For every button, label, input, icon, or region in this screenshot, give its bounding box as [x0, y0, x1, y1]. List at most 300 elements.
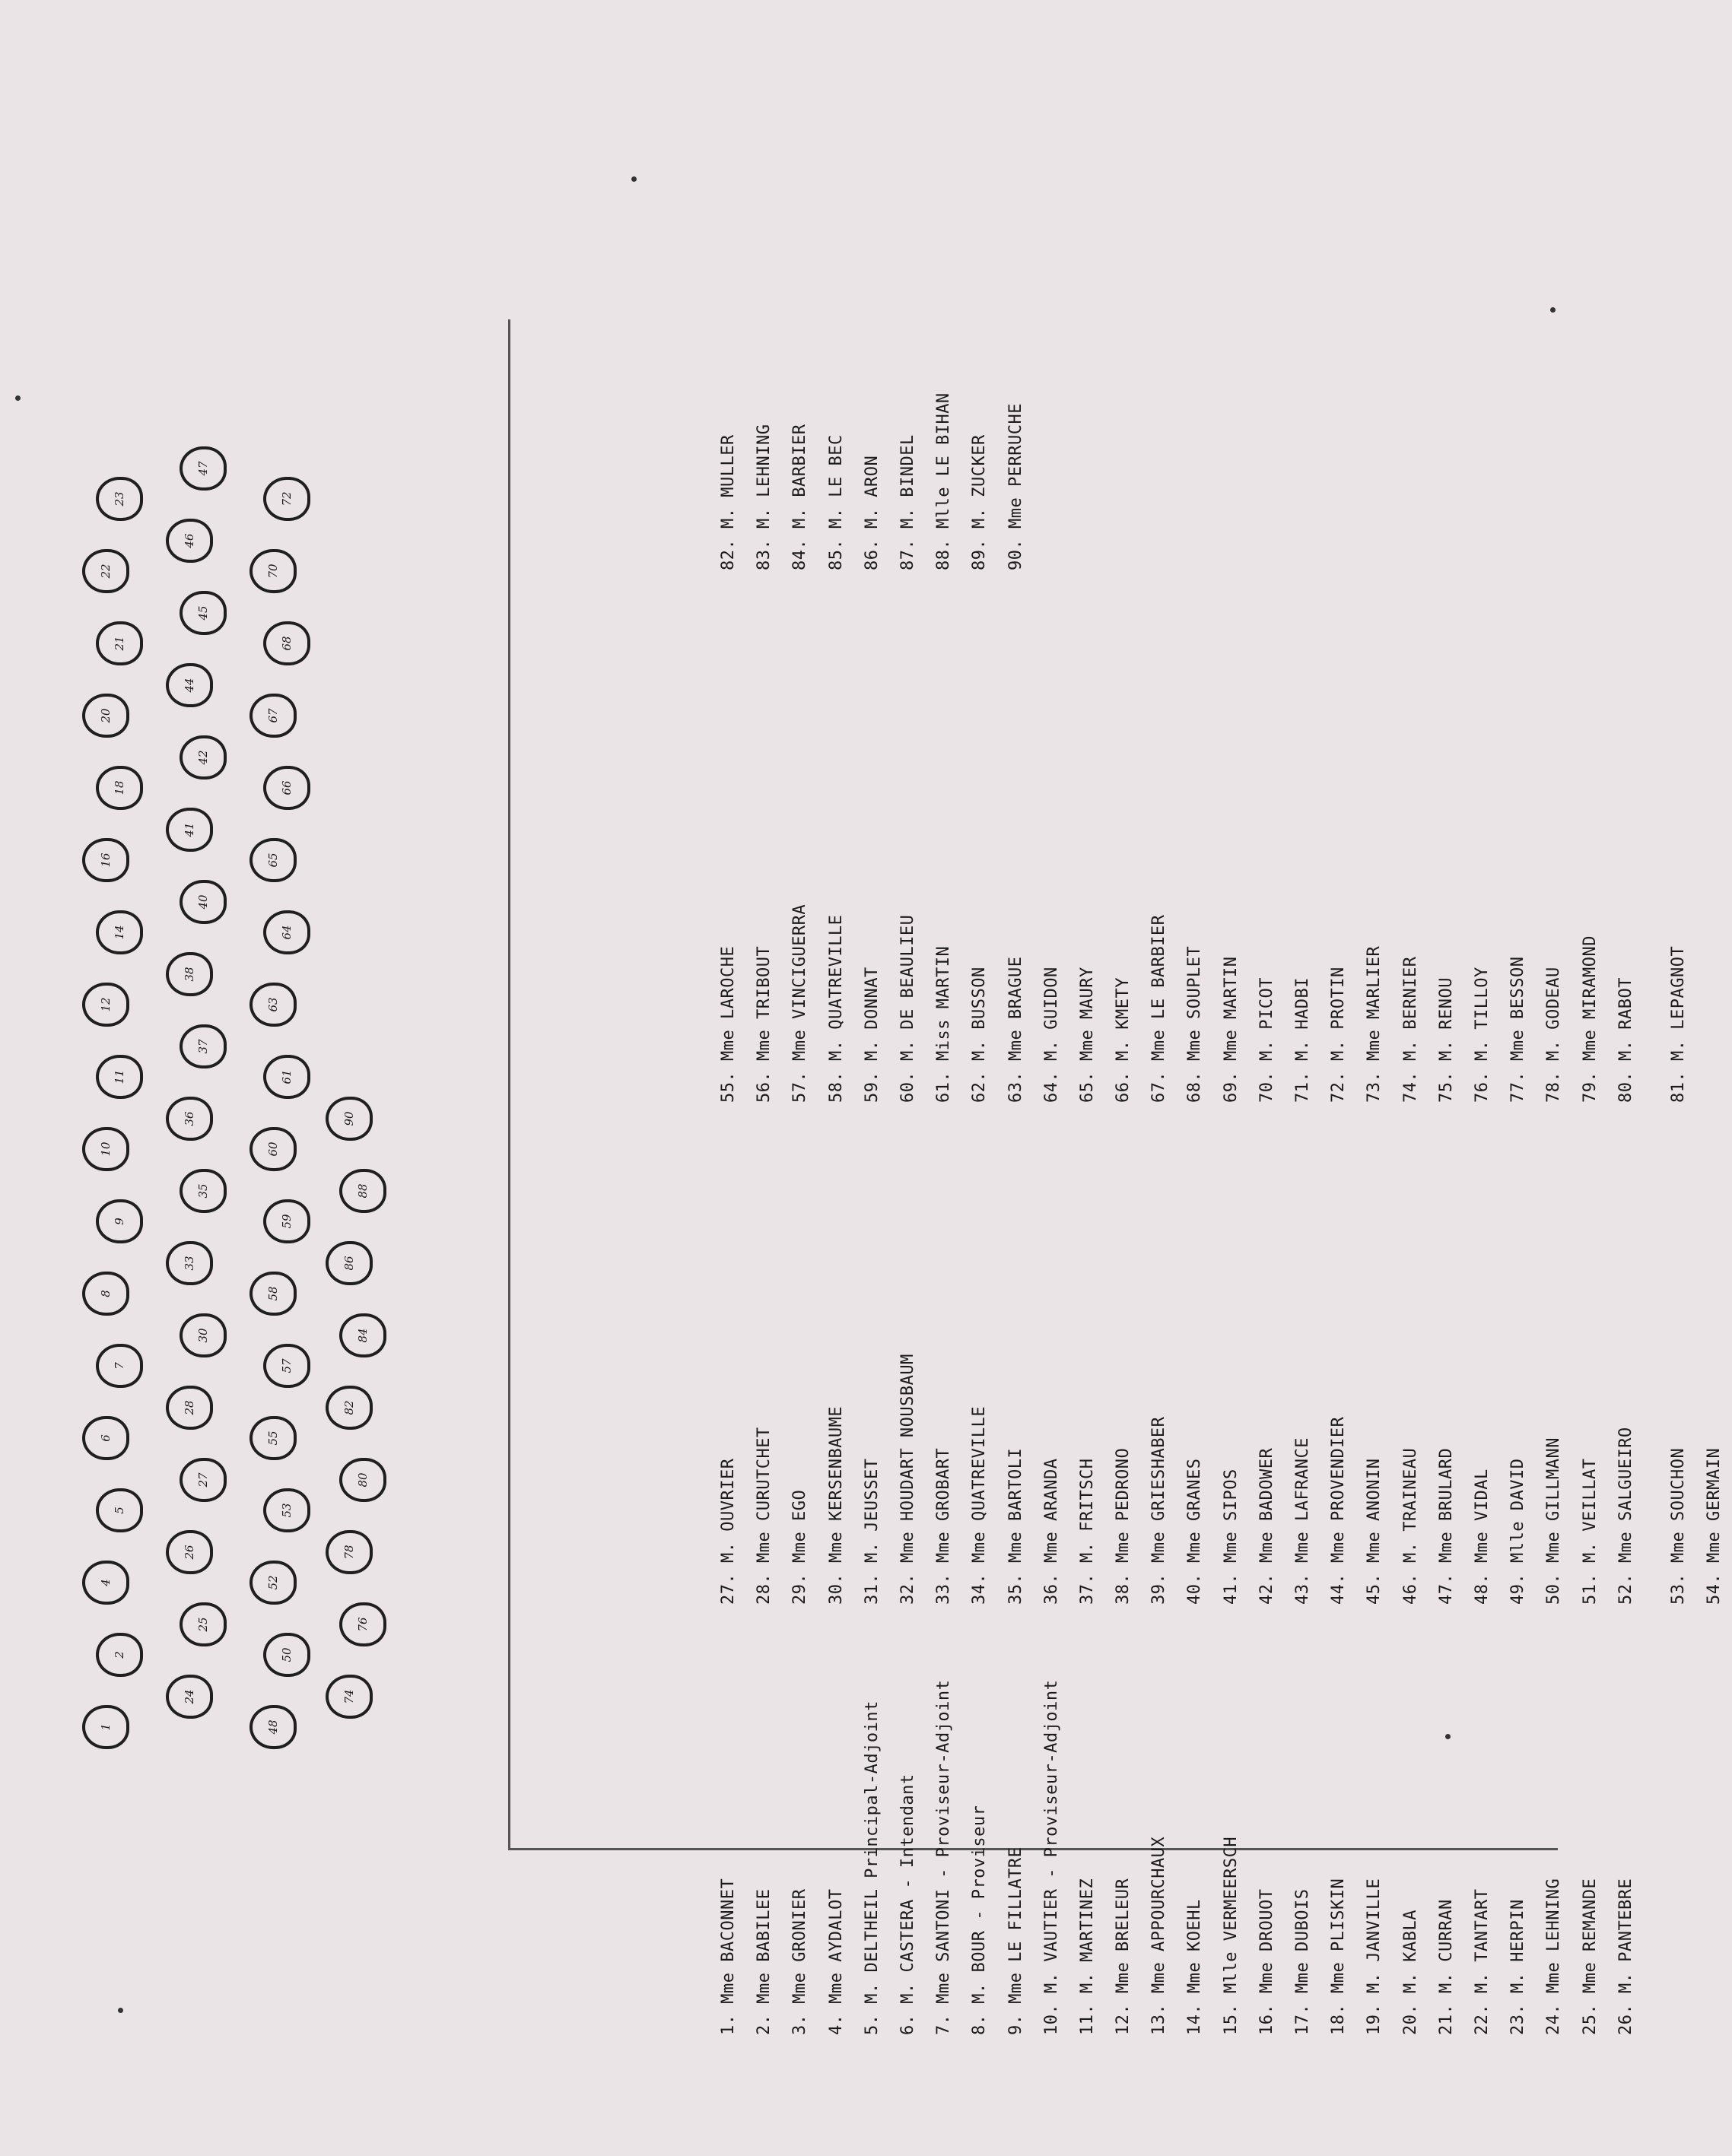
face-number-6: 6 [82, 1416, 129, 1460]
entry-number: 45. [1365, 1573, 1384, 1605]
name-column-3 [710, 570, 1696, 1103]
face-number-68: 68 [263, 621, 310, 665]
face-number-25: 25 [180, 1602, 227, 1646]
face-number-2: 2 [96, 1633, 143, 1677]
name-column-2 [710, 1072, 1732, 1605]
entry-number: 87. [898, 538, 917, 570]
name-list-entry [1608, 1072, 1644, 1605]
name-list-entry [1608, 570, 1644, 1103]
entry-name: Mme EGO [790, 1489, 810, 1573]
name-list-entry [961, 570, 997, 1103]
entry-name: Mme KOEHL [1185, 1899, 1205, 2004]
entry-name: Mme PERRUCHE [1006, 403, 1025, 539]
entry-name: M. BINDEL [898, 434, 917, 539]
name-list-entry [1356, 570, 1392, 1103]
face-number-80: 80 [339, 1458, 386, 1502]
entry-name: Mme MIRAMOND [1580, 935, 1600, 1072]
face-number-48: 48 [249, 1705, 297, 1749]
entry-number: 59. [862, 1071, 882, 1103]
name-list-entry [1572, 1072, 1608, 1605]
entry-name: Mme DROUOT [1257, 1888, 1276, 2004]
entry-number: 62. [970, 1071, 990, 1103]
name-list-entry [998, 570, 1034, 1103]
face-number-16: 16 [82, 838, 129, 882]
entry-name: Mme SOUPLET [1185, 945, 1205, 1072]
entry-number: 58. [826, 1071, 846, 1103]
face-number-74: 74 [326, 1675, 373, 1719]
face-number-1: 1 [82, 1705, 129, 1749]
face-number-18: 18 [96, 766, 143, 810]
entry-number: 30. [826, 1573, 846, 1605]
name-list-entry [1536, 1072, 1572, 1605]
entry-number: 25. [1580, 2003, 1600, 2035]
entry-number: 35. [1006, 1573, 1025, 1605]
name-list-entry [1034, 570, 1069, 1103]
entry-name: Mme TRIBOUT [755, 945, 774, 1072]
entry-number: 55. [719, 1071, 738, 1103]
face-number-23: 23 [96, 477, 143, 521]
entry-name: Mme GERMAIN [1705, 1447, 1724, 1573]
name-list-entry [782, 1072, 818, 1605]
entry-name: Mme LEHNING [1544, 1878, 1564, 2004]
entry-name: M. CASTERA - Intendant [898, 1773, 917, 2015]
entry-number: 14. [1185, 2003, 1205, 2035]
name-list-entry [746, 1072, 782, 1605]
entry-number: 40. [1185, 1573, 1205, 1605]
entry-number: 33. [934, 1573, 954, 1605]
speck [118, 2008, 123, 2013]
name-list-entry [1464, 570, 1500, 1103]
entry-name: Mme BRELEUR [1114, 1878, 1133, 2004]
entry-number: 78. [1544, 1071, 1564, 1103]
entry-name: Mme DUBOIS [1293, 1888, 1312, 2004]
entry-number: 56. [755, 1071, 774, 1103]
name-list-entry [1536, 570, 1572, 1103]
entry-number: 89. [970, 538, 990, 570]
face-number-37: 37 [180, 1024, 227, 1068]
face-number-45: 45 [180, 591, 227, 635]
face-number-57: 57 [263, 1344, 310, 1388]
entry-number: 8. [970, 2014, 990, 2035]
face-number-76: 76 [339, 1602, 386, 1646]
entry-name: M. DELTHEIL Principal-Adjoint [862, 1700, 882, 2015]
face-number-11: 11 [96, 1055, 143, 1099]
name-list-entry [998, 1072, 1034, 1605]
face-number-88: 88 [339, 1169, 386, 1213]
group-portrait-sketch [53, 426, 525, 1749]
face-number-40: 40 [180, 880, 227, 924]
name-list-entry [710, 38, 746, 570]
entry-name: M. LEHNING [755, 424, 774, 539]
face-number-9: 9 [96, 1199, 143, 1243]
entry-name: M. ARON [862, 455, 882, 539]
name-column-4 [710, 38, 1034, 570]
entry-name: M. RENOU [1436, 977, 1456, 1072]
face-number-21: 21 [96, 621, 143, 665]
entry-name: Mme GRIESHABER [1149, 1416, 1169, 1573]
entry-number: 82. [719, 538, 738, 570]
entry-name: M. PICOT [1257, 977, 1276, 1072]
entry-name: Mme LE BARBIER [1149, 914, 1169, 1072]
name-list-entry [1429, 1072, 1464, 1605]
entry-number: 26. [1616, 2003, 1635, 2035]
entry-name: M. DE BEAULIEU [898, 914, 917, 1072]
face-number-66: 66 [263, 766, 310, 810]
entry-number: 28. [755, 1573, 774, 1605]
entry-number: 10. [1041, 2003, 1061, 2035]
name-list-entry [1141, 570, 1177, 1103]
entry-number: 63. [1006, 1071, 1025, 1103]
face-number-72: 72 [263, 477, 310, 521]
entry-name: Mlle DAVID [1508, 1458, 1528, 1573]
name-list-entry [1069, 570, 1105, 1103]
entry-number: 81. [1668, 1071, 1688, 1103]
entry-number: 9. [1006, 2014, 1025, 2035]
entry-number: 6. [898, 2014, 917, 2035]
name-list-entry [1034, 1072, 1069, 1605]
face-number-78: 78 [326, 1530, 373, 1574]
entry-name: Mme MARTIN [1221, 956, 1241, 1072]
name-list-entry [1249, 570, 1285, 1103]
entry-name: M. KABLA [1400, 1910, 1420, 2004]
name-list-entry [961, 1072, 997, 1605]
entry-name: Mme SANTONI - Proviseur-Adjoint [934, 1679, 954, 2015]
face-number-47: 47 [180, 446, 227, 491]
name-list-entry [818, 1072, 854, 1605]
name-list-entry [890, 570, 926, 1103]
face-number-90: 90 [326, 1097, 373, 1141]
entry-name: Mme SOUCHON [1668, 1447, 1688, 1573]
name-list-entry [818, 38, 854, 570]
entry-name: Mme KERSENBAUME [826, 1405, 846, 1573]
face-number-82: 82 [326, 1386, 373, 1430]
entry-name: Mme MAURY [1077, 967, 1097, 1072]
entry-number: 38. [1114, 1573, 1133, 1605]
entry-name: M. BERNIER [1400, 956, 1420, 1072]
entry-number: 44. [1329, 1573, 1349, 1605]
name-list-entry [1660, 570, 1696, 1103]
name-list-entry [1696, 1072, 1732, 1605]
entry-name: Mme PEDRONO [1114, 1447, 1133, 1573]
entry-number: 21. [1436, 2003, 1456, 2035]
face-number-12: 12 [82, 983, 129, 1027]
entry-number: 19. [1365, 2003, 1384, 2035]
entry-number: 79. [1580, 1071, 1600, 1103]
face-number-60: 60 [249, 1127, 297, 1171]
entry-name: Mlle VERMEERSCH [1221, 1836, 1241, 2004]
entry-number: 48. [1472, 1573, 1492, 1605]
entry-number: 37. [1077, 1573, 1097, 1605]
face-number-50: 50 [263, 1633, 310, 1677]
face-number-7: 7 [96, 1344, 143, 1388]
name-list-entry [746, 570, 782, 1103]
entry-number: 2. [755, 2014, 774, 2035]
entry-name: Mme ANONIN [1365, 1458, 1384, 1573]
entry-name: Mme LE FILLATRE [1006, 1846, 1025, 2015]
entry-number: 71. [1293, 1071, 1312, 1103]
entry-number: 60. [898, 1071, 917, 1103]
entry-number: 1. [719, 2014, 738, 2035]
entry-number: 31. [862, 1573, 882, 1605]
entry-name: Mme MARLIER [1365, 945, 1384, 1072]
face-number-65: 65 [249, 838, 297, 882]
name-list-entry [1285, 1072, 1320, 1605]
entry-name: Miss MARTIN [934, 945, 954, 1072]
face-number-42: 42 [180, 735, 227, 780]
entry-number: 24. [1544, 2003, 1564, 2035]
face-number-55: 55 [249, 1416, 297, 1460]
speck [15, 395, 21, 401]
name-list-entry [782, 38, 818, 570]
name-list-entry [1500, 1072, 1536, 1605]
entry-number: 34. [970, 1573, 990, 1605]
entry-number: 52. [1616, 1573, 1635, 1605]
name-list-entry [854, 1072, 890, 1605]
entry-number: 53. [1668, 1573, 1688, 1605]
name-list-entry [746, 38, 782, 570]
entry-number: 85. [826, 538, 846, 570]
entry-name: M. PROTIN [1329, 967, 1349, 1072]
entry-name: Mme REMANDE [1580, 1878, 1600, 2004]
entry-number: 5. [862, 2014, 882, 2035]
entry-name: Mme BRAGUE [1006, 956, 1025, 1072]
entry-number: 23. [1508, 2003, 1528, 2035]
entry-number: 49. [1508, 1573, 1528, 1605]
entry-name: M. BOUR - Proviseur [970, 1805, 990, 2015]
name-list-entry [1393, 1072, 1429, 1605]
name-list-entry [1141, 1072, 1177, 1605]
entry-number: 11. [1077, 2003, 1097, 2035]
entry-name: Mme GROBART [934, 1447, 954, 1573]
entry-name: M. FRITSCH [1077, 1458, 1097, 1573]
entry-name: M. KMETY [1114, 977, 1133, 1072]
entry-name: M. CURRAN [1436, 1899, 1456, 2004]
face-number-52: 52 [249, 1561, 297, 1605]
face-number-8: 8 [82, 1272, 129, 1316]
name-list-entry [1105, 1072, 1141, 1605]
name-list-entry [890, 38, 926, 570]
entry-number: 66. [1114, 1071, 1133, 1103]
name-list-entry [1660, 1072, 1696, 1605]
entry-number: 18. [1329, 2003, 1349, 2035]
name-list-entry [854, 38, 890, 570]
face-number-84: 84 [339, 1313, 386, 1357]
entry-name: Mme ARANDA [1041, 1458, 1061, 1573]
name-list-entry [1177, 1072, 1212, 1605]
name-list-entry [1069, 1072, 1105, 1605]
speck [1550, 307, 1556, 313]
face-number-53: 53 [263, 1488, 310, 1532]
entry-name: M. BUSSON [970, 967, 990, 1072]
entry-number: 15. [1221, 2003, 1241, 2035]
entry-number: 22. [1472, 2003, 1492, 2035]
entry-name: M. HADBI [1293, 977, 1312, 1072]
entry-number: 47. [1436, 1573, 1456, 1605]
name-list-entry [1249, 1072, 1285, 1605]
name-list-entry [1213, 570, 1249, 1103]
entry-name: M. PANTEBRE [1616, 1878, 1635, 2004]
name-list-entry [926, 1072, 961, 1605]
entry-name: M. TRAINEAU [1400, 1447, 1420, 1573]
entry-number: 51. [1580, 1573, 1600, 1605]
face-number-30: 30 [180, 1313, 227, 1357]
name-list-entry [1177, 570, 1212, 1103]
face-number-24: 24 [166, 1675, 213, 1719]
face-number-38: 38 [166, 952, 213, 996]
name-list-entry [1572, 570, 1608, 1103]
entry-name: M. LE BEC [826, 434, 846, 539]
entry-number: 61. [934, 1071, 954, 1103]
entry-name: Mme BABILEE [755, 1888, 774, 2015]
entry-name: M. JANVILLE [1365, 1878, 1384, 2004]
entry-number: 72. [1329, 1071, 1349, 1103]
entry-number: 65. [1077, 1071, 1097, 1103]
entry-number: 7. [934, 2014, 954, 2035]
face-number-33: 33 [166, 1241, 213, 1285]
face-number-36: 36 [166, 1097, 213, 1141]
entry-name: M. BARBIER [790, 424, 810, 539]
name-list-entry [782, 570, 818, 1103]
entry-name: Mme VINCIGUERRA [790, 903, 810, 1072]
entry-name: Mme AYDALOT [826, 1888, 846, 2015]
entry-number: 29. [790, 1573, 810, 1605]
face-number-28: 28 [166, 1386, 213, 1430]
entry-name: M. GUIDON [1041, 967, 1061, 1072]
name-list-entry [1429, 570, 1464, 1103]
entry-name: Mme BADOWER [1257, 1447, 1276, 1573]
entry-name: M. RABOT [1616, 977, 1635, 1072]
rotated-content [710, 103, 1724, 2035]
entry-number: 42. [1257, 1573, 1276, 1605]
entry-name: M. JEUSSET [862, 1458, 882, 1573]
entry-name: Mme QUATREVILLE [970, 1405, 990, 1573]
entry-name: Mme GRONIER [790, 1888, 810, 2015]
entry-name: M. OUVRIER [719, 1458, 738, 1573]
name-list-entry [710, 1072, 746, 1605]
entry-number: 88. [934, 538, 954, 570]
face-number-14: 14 [96, 910, 143, 954]
name-list-entry [854, 570, 890, 1103]
entry-name: Mme CURUTCHET [755, 1427, 774, 1573]
name-list-entry [1320, 570, 1356, 1103]
entry-number: 69. [1221, 1071, 1241, 1103]
face-number-63: 63 [249, 983, 297, 1027]
entry-name: Mme PROVENDIER [1329, 1416, 1349, 1573]
face-number-58: 58 [249, 1272, 297, 1316]
face-number-59: 59 [263, 1199, 310, 1243]
entry-name: Mme LAROCHE [719, 945, 738, 1072]
entry-number: 46. [1400, 1573, 1420, 1605]
face-number-41: 41 [166, 808, 213, 852]
entry-number: 83. [755, 538, 774, 570]
entry-number: 16. [1257, 2003, 1276, 2035]
entry-number: 20. [1400, 2003, 1420, 2035]
name-list-entry [710, 570, 746, 1103]
entry-name: M. MARTINEZ [1077, 1878, 1097, 2004]
entry-number: 43. [1293, 1573, 1312, 1605]
face-number-10: 10 [82, 1127, 129, 1171]
name-list-entry [998, 38, 1034, 570]
entry-number: 32. [898, 1573, 917, 1605]
entry-name: Mme BACONNET [719, 1878, 738, 2015]
entry-name: Mme SALGUEIRO [1616, 1427, 1635, 1573]
entry-name: M. TILLOY [1472, 967, 1492, 1072]
entry-number: 27. [719, 1573, 738, 1605]
entry-name: M. QUATREVILLE [826, 914, 846, 1072]
entry-number: 74. [1400, 1071, 1420, 1103]
entry-number: 77. [1508, 1071, 1528, 1103]
entry-number: 17. [1293, 2003, 1312, 2035]
face-number-27: 27 [180, 1458, 227, 1502]
name-list-entry [1500, 570, 1536, 1103]
face-number-64: 64 [263, 910, 310, 954]
entry-number: 73. [1365, 1071, 1384, 1103]
name-list-entry [1356, 1072, 1392, 1605]
entry-number: 67. [1149, 1071, 1169, 1103]
name-list-entry [1464, 1072, 1500, 1605]
name-list-entry [926, 570, 961, 1103]
entry-number: 41. [1221, 1573, 1241, 1605]
entry-name: M. MULLER [719, 434, 738, 539]
entry-name: Mme HOUDART NOUSBAUM [898, 1354, 917, 1573]
entry-name: Mme APPOURCHAUX [1149, 1836, 1169, 2004]
face-number-35: 35 [180, 1169, 227, 1213]
face-number-5: 5 [96, 1488, 143, 1532]
entry-name: M. ZUCKER [970, 434, 990, 539]
face-number-61: 61 [263, 1055, 310, 1099]
name-list-entry [961, 38, 997, 570]
speck [631, 176, 637, 182]
entry-number: 76. [1472, 1071, 1492, 1103]
entry-number: 36. [1041, 1573, 1061, 1605]
entry-number: 3. [790, 2014, 810, 2035]
name-list-entry [890, 1072, 926, 1605]
entry-name: M. VEILLAT [1580, 1458, 1600, 1573]
entry-number: 50. [1544, 1573, 1564, 1605]
entry-name: Mlle LE BIHAN [934, 392, 954, 539]
face-number-70: 70 [249, 549, 297, 593]
name-list-entry [1285, 570, 1320, 1103]
name-list-entry [1213, 1072, 1249, 1605]
entry-name: Mme LAFRANCE [1293, 1437, 1312, 1573]
face-number-4: 4 [82, 1561, 129, 1605]
entry-number: 39. [1149, 1573, 1169, 1605]
name-list-entry [1105, 570, 1141, 1103]
entry-number: 13. [1149, 2003, 1169, 2035]
face-number-26: 26 [166, 1530, 213, 1574]
entry-name: Mme BRULARD [1436, 1447, 1456, 1573]
entry-number: 90. [1006, 538, 1025, 570]
entry-name: Mme VIDAL [1472, 1469, 1492, 1573]
entry-name: M. LEPAGNOT [1668, 945, 1688, 1072]
entry-name: M. GODEAU [1544, 967, 1564, 1072]
entry-number: 68. [1185, 1071, 1205, 1103]
entry-number: 70. [1257, 1071, 1276, 1103]
face-number-20: 20 [82, 694, 129, 738]
entry-name: Mme BESSON [1508, 956, 1528, 1072]
name-list-entry [818, 570, 854, 1103]
face-number-44: 44 [166, 663, 213, 707]
entry-number: 86. [862, 538, 882, 570]
entry-name: Mme GRANES [1185, 1458, 1205, 1573]
entry-name: M. TANTART [1472, 1888, 1492, 2004]
entry-number: 64. [1041, 1071, 1061, 1103]
entry-name: Mme GILLMANN [1544, 1437, 1564, 1573]
name-list-entry [1393, 570, 1429, 1103]
entry-number: 12. [1114, 2003, 1133, 2035]
entry-name: M. DONNAT [862, 967, 882, 1072]
entry-number: 75. [1436, 1071, 1456, 1103]
